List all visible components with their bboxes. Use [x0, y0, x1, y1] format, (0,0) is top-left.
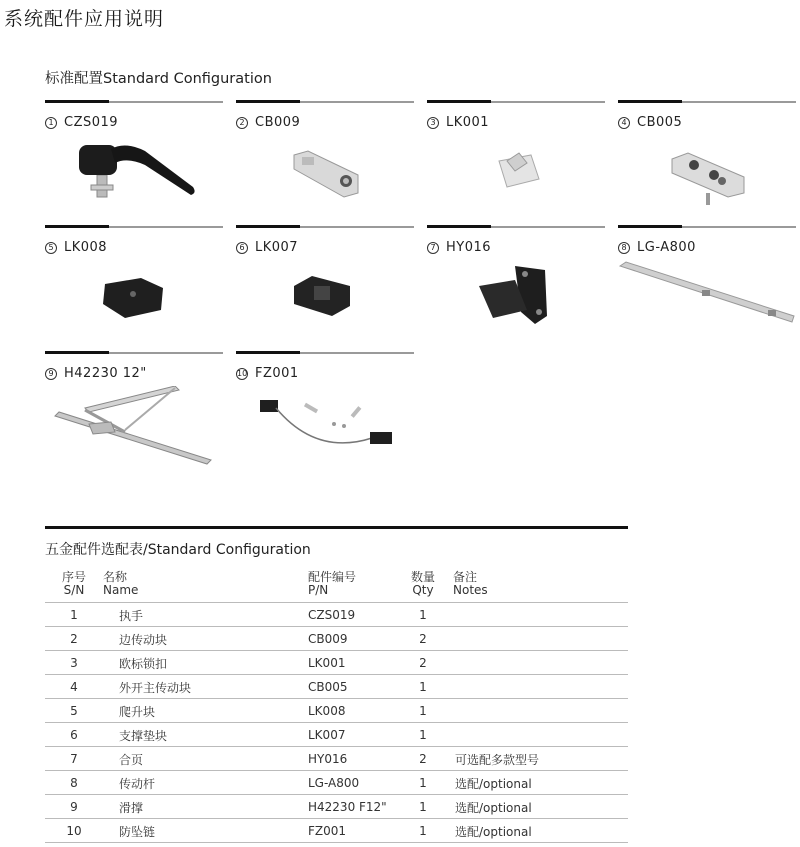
cell-name: 传动杆: [103, 770, 308, 794]
cell-qty: 1: [393, 818, 453, 842]
cell-qty: 2: [393, 626, 453, 650]
part-code: CZS019: [64, 115, 119, 130]
cell-name: 边传动块: [103, 626, 308, 650]
cell-notes: [453, 626, 628, 650]
divider-accent: [618, 225, 682, 228]
divider-accent: [618, 100, 682, 103]
cell-pn: CZS019: [308, 602, 393, 626]
header-qty: [393, 569, 453, 602]
configuration-table: [45, 569, 628, 843]
divider-accent: [236, 351, 300, 354]
cell-name: 防坠链: [103, 818, 308, 842]
cell-qty: 1: [393, 674, 453, 698]
cell-name: 外开主传动块: [103, 674, 308, 698]
cell-sn: 3: [45, 650, 103, 674]
part-number: 1: [45, 117, 57, 129]
hinge-image: [427, 260, 605, 335]
cell-notes: [453, 722, 628, 746]
part-card-1: [45, 101, 223, 216]
part-card-10: [236, 352, 414, 467]
part-number: 8: [618, 242, 630, 254]
part-card-8: [618, 226, 796, 341]
cell-name: 合页: [103, 746, 308, 770]
cell-notes: 可选配多款型号: [453, 746, 628, 770]
part-number: 10: [237, 369, 248, 378]
header-name-en: Name: [103, 583, 139, 597]
anti-fall-chain-image: [236, 386, 414, 471]
table-row: [45, 674, 628, 698]
divider-accent: [236, 100, 300, 103]
divider-accent: [45, 351, 109, 354]
cell-sn: 10: [45, 818, 103, 842]
part-number: 4: [618, 117, 630, 129]
cell-qty: 1: [393, 794, 453, 818]
part-card-9: [45, 352, 223, 467]
cell-pn: LG-A800: [308, 770, 393, 794]
header-pn-cn: 配件编号: [308, 570, 357, 584]
part-number: 5: [45, 242, 57, 254]
cell-sn: 7: [45, 746, 103, 770]
header-pn-en: P/N: [308, 583, 329, 597]
header-sn-cn: 序号: [61, 570, 86, 584]
part-code: FZ001: [255, 366, 299, 381]
part-code: H42230 12": [64, 366, 147, 381]
part-card-6: [236, 226, 414, 341]
cell-notes: [453, 602, 628, 626]
cell-sn: 9: [45, 794, 103, 818]
cell-sn: 8: [45, 770, 103, 794]
header-name: [103, 569, 308, 602]
cell-qty: 1: [393, 602, 453, 626]
header-sn: [45, 569, 103, 602]
table-row: [45, 698, 628, 722]
table-row: [45, 626, 628, 650]
cell-pn: HY016: [308, 746, 393, 770]
cell-pn: LK001: [308, 650, 393, 674]
cell-qty: 2: [393, 650, 453, 674]
lock-keeper-image: [427, 135, 605, 210]
window-handle-image: [45, 135, 223, 210]
cell-name: 支撑垫块: [103, 722, 308, 746]
part-number: 6: [236, 242, 248, 254]
cell-pn: LK007: [308, 722, 393, 746]
cell-sn: 2: [45, 626, 103, 650]
header-notes-en: Notes: [453, 583, 488, 597]
cell-notes: 选配/optional: [453, 770, 628, 794]
part-code: HY016: [446, 240, 492, 255]
table-divider: [45, 526, 628, 529]
support-pad-image: [236, 260, 414, 335]
cell-notes: [453, 674, 628, 698]
divider-accent: [427, 100, 491, 103]
page-title: 系统配件应用说明: [4, 8, 165, 30]
table-row: [45, 770, 628, 794]
part-code: LG-A800: [637, 240, 696, 255]
table-body: [45, 602, 628, 842]
part-code: CB009: [255, 115, 301, 130]
main-drive-block-image: [618, 135, 796, 210]
part-code: LK008: [64, 240, 108, 255]
cell-notes: [453, 698, 628, 722]
part-card-2: [236, 101, 414, 216]
cell-name: 爬升块: [103, 698, 308, 722]
table-row: [45, 818, 628, 842]
cell-pn: H42230 F12": [308, 794, 393, 818]
cell-sn: 1: [45, 602, 103, 626]
cell-notes: [453, 650, 628, 674]
part-number: 7: [427, 242, 439, 254]
table-row: [45, 746, 628, 770]
table-row: [45, 794, 628, 818]
cell-pn: CB005: [308, 674, 393, 698]
header-qty-cn: 数量: [410, 570, 435, 584]
cell-sn: 6: [45, 722, 103, 746]
part-card-4: [618, 101, 796, 216]
header-sn-en: S/N: [63, 583, 85, 597]
cell-pn: LK008: [308, 698, 393, 722]
cell-sn: 4: [45, 674, 103, 698]
table-row: [45, 602, 628, 626]
part-card-5: [45, 226, 223, 341]
part-code: LK007: [255, 240, 299, 255]
friction-stay-image: [45, 386, 223, 471]
drive-block-image: [236, 135, 414, 210]
header-pn: [308, 569, 393, 602]
part-number: 3: [427, 117, 439, 129]
table-title: 五金配件选配表/Standard Configuration: [45, 542, 311, 558]
cell-notes: 选配/optional: [453, 818, 628, 842]
cell-name: 滑撑: [103, 794, 308, 818]
header-notes: [453, 569, 628, 602]
part-card-3: [427, 101, 605, 216]
part-number: 2: [236, 117, 248, 129]
divider-accent: [45, 100, 109, 103]
header-notes-cn: 备注: [453, 570, 478, 584]
drive-rod-image: [618, 260, 796, 335]
cell-pn: CB009: [308, 626, 393, 650]
cell-name: 执手: [103, 602, 308, 626]
table-header-row: [45, 569, 628, 602]
header-qty-en: Qty: [412, 583, 434, 597]
table-row: [45, 722, 628, 746]
divider-accent: [427, 225, 491, 228]
climb-block-image: [45, 260, 223, 335]
cell-notes: 选配/optional: [453, 794, 628, 818]
part-code: CB005: [637, 115, 683, 130]
divider-accent: [236, 225, 300, 228]
part-code: LK001: [446, 115, 490, 130]
cell-qty: 1: [393, 698, 453, 722]
cell-name: 欧标锁扣: [103, 650, 308, 674]
table-row: [45, 650, 628, 674]
part-card-7: [427, 226, 605, 341]
part-number: 9: [45, 368, 57, 380]
cell-qty: 2: [393, 746, 453, 770]
cell-pn: FZ001: [308, 818, 393, 842]
cell-sn: 5: [45, 698, 103, 722]
section-title: 标准配置Standard Configuration: [45, 71, 272, 87]
divider-accent: [45, 225, 109, 228]
cell-qty: 1: [393, 722, 453, 746]
cell-qty: 1: [393, 770, 453, 794]
header-name-cn: 名称: [103, 570, 128, 584]
